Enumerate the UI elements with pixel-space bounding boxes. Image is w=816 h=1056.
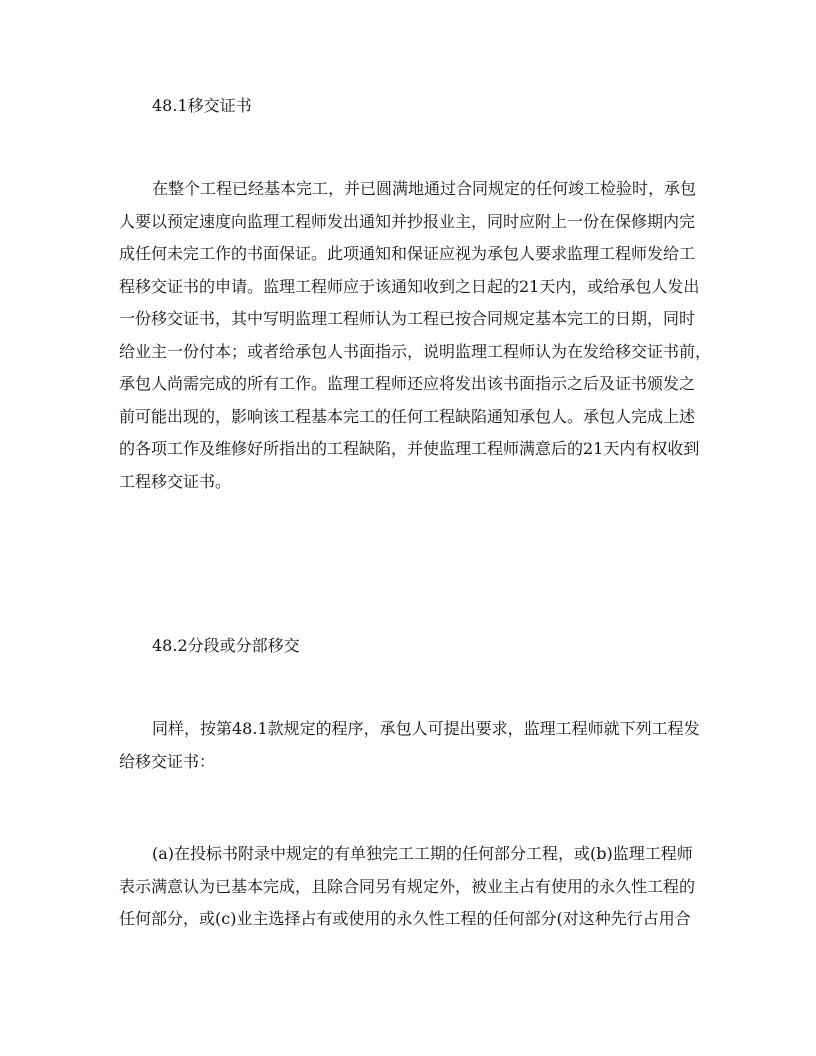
paragraph-line: 在整个工程已经基本完工，并已圆满地通过合同规定的任何竣工检验时，承包 bbox=[152, 179, 697, 198]
paragraph-line: 承包人尚需完成的所有工作。监理工程师还应将发出该书面指示之后及证书颁发之 bbox=[119, 374, 696, 393]
paragraph-line: 工程移交证书。 bbox=[119, 471, 232, 491]
paragraph-line: 同样，按第48.1款规定的程序，承包人可提出要求，监理工程师就下列工程发 bbox=[152, 719, 700, 738]
paragraph-line: (a)在投标书附录中规定的有单独完工工期的任何部分工程，或(b)监理工程师 bbox=[152, 844, 693, 863]
paragraph-line: 一份移交证书，其中写明监理工程师认为工程已按合同规定基本完工的日期，同时 bbox=[119, 309, 696, 328]
paragraph-line: 人要以预定速度向监理工程师发出通知并抄报业主，同时应附上一份在保修期内完 bbox=[119, 211, 696, 231]
paragraph-line: 任何部分，或(c)业主选择占有或使用的永久性工程的任何部分(对这种先行占用合 bbox=[119, 909, 691, 928]
section-48-2-paragraph bbox=[119, 713, 700, 778]
paragraph-line: 表示满意认为已基本完成，且除合同另有规定外，被业主占有使用的永久性工程的 bbox=[119, 876, 696, 896]
paragraph-line: 给业主一份付本；或者给承包人书面指示，说明监理工程师认为在发给移交证书前， bbox=[119, 341, 712, 361]
paragraph-line: 给移交证书： bbox=[119, 751, 216, 771]
section-48-1-paragraph bbox=[119, 173, 712, 498]
paragraph-line: 前可能出现的，影响该工程基本完工的任何工程缺陷通知承包人。承包人完成上述 bbox=[119, 406, 696, 426]
section-heading-48-2: 48.2分段或分部移交 bbox=[152, 636, 300, 655]
continuation-paragraph bbox=[119, 838, 697, 936]
paragraph-line: 程移交证书的申请。监理工程师应于该通知收到之日起的21天内，或给承包人发出 bbox=[119, 276, 700, 296]
paragraph-line: 成任何未完工作的书面保证。此项通知和保证应视为承包人要求监理工程师发给工 bbox=[119, 244, 696, 263]
paragraph-line: 的各项工作及维修好所指出的工程缺陷，并使监理工程师满意后的21天内有权收到 bbox=[119, 439, 700, 458]
section-heading-48-1: 48.1移交证书 bbox=[152, 96, 252, 115]
